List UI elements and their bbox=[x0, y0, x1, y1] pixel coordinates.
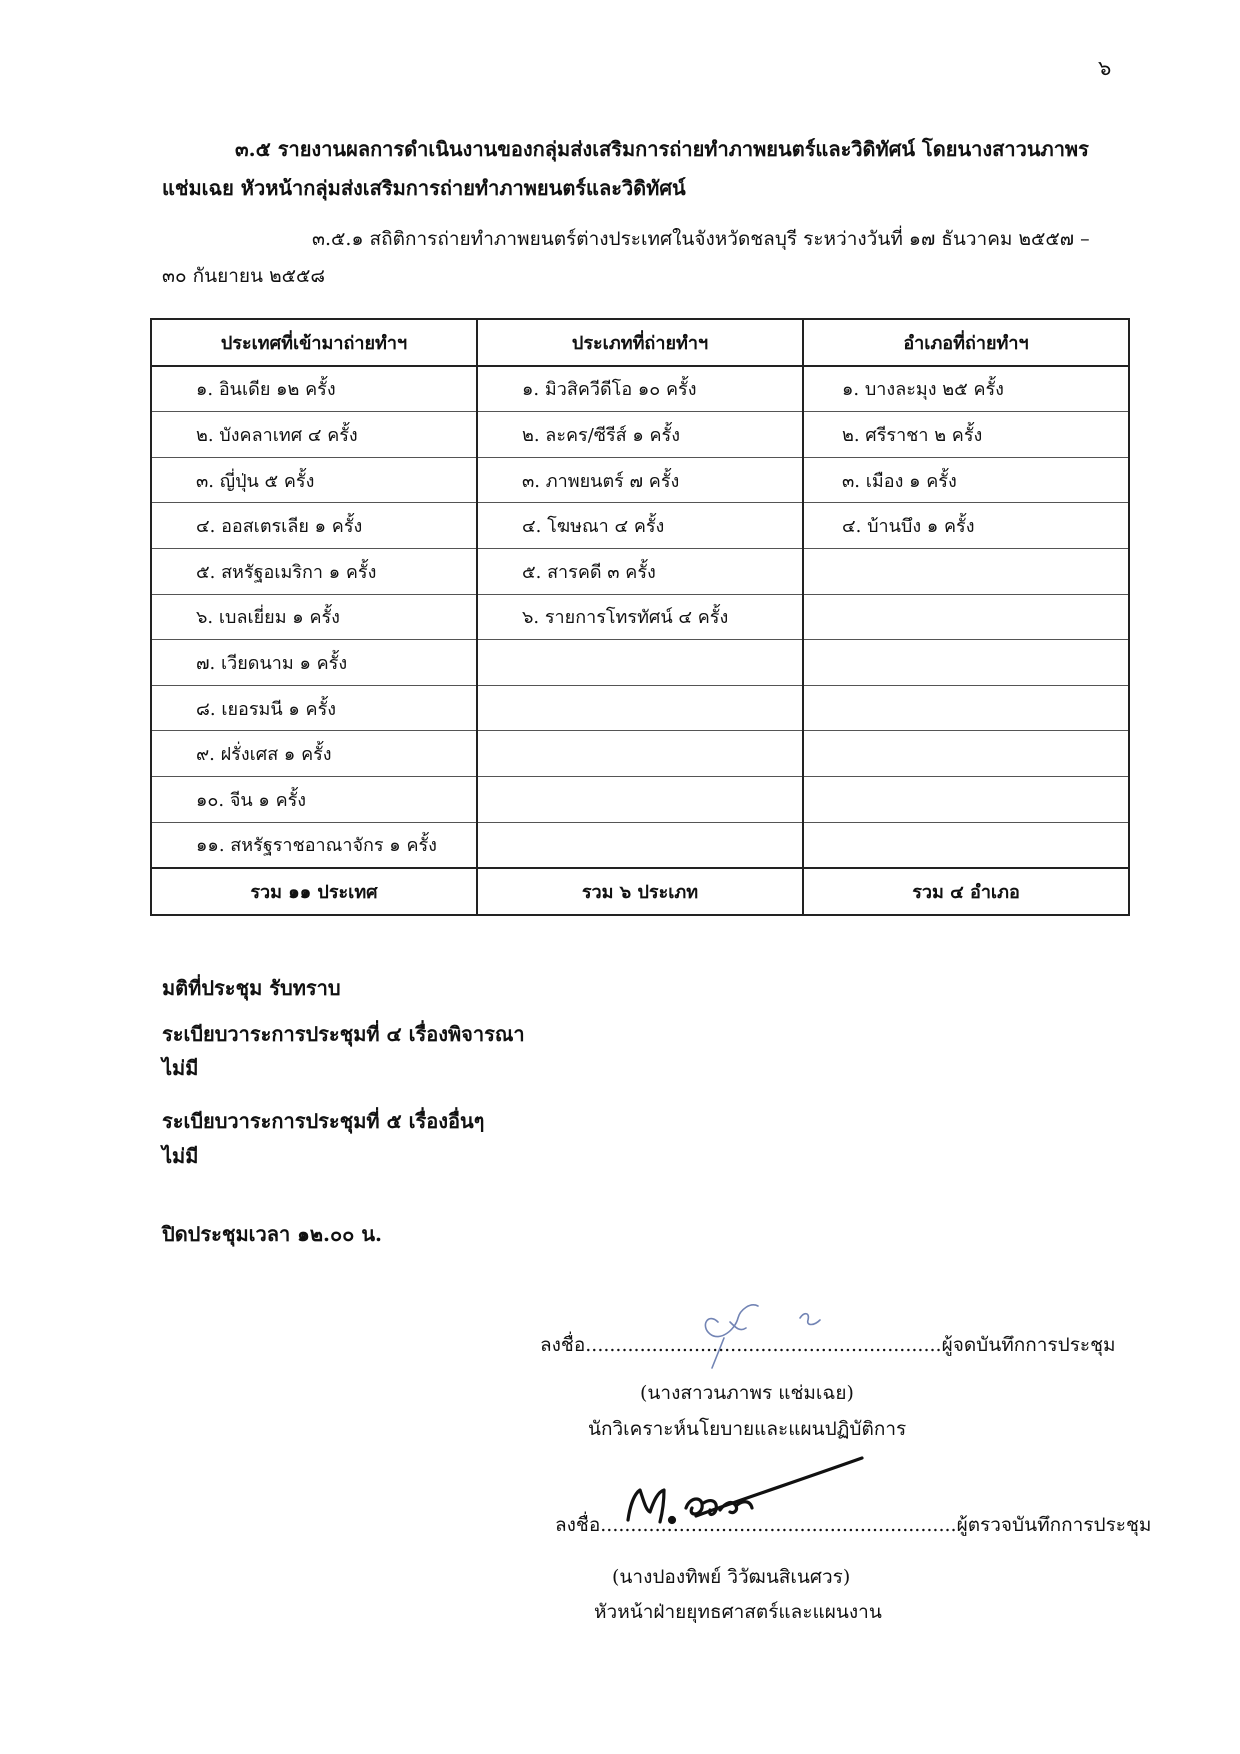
signature-1-line bbox=[540, 1330, 1116, 1360]
type-cell: ๖. รายการโทรทัศน์ ๔ ครั้ง bbox=[477, 594, 803, 640]
signer-2-name: (นางปองทิพย์ วิวัฒนสิเนศวร) bbox=[612, 1566, 851, 1588]
signer-role: ผู้จดบันทึกการประชุม bbox=[941, 1334, 1116, 1356]
closing-time: ปิดประชุมเวลา ๑๒.๐๐ น. bbox=[162, 1222, 382, 1246]
agenda-5-body: ไม่มี bbox=[162, 1144, 199, 1168]
table-row bbox=[151, 640, 1129, 686]
header-district: อำเภอที่ถ่ายทำฯ bbox=[803, 319, 1129, 366]
country-cell: ๓. ญี่ปุ่น ๕ ครั้ง bbox=[151, 457, 477, 503]
sign-label: ลงชื่อ bbox=[555, 1514, 601, 1536]
type-cell: ๑. มิวสิควีดีโอ ๑๐ ครั้ง bbox=[477, 366, 803, 412]
district-cell: ๑. บางละมุง ๒๕ ครั้ง bbox=[803, 366, 1129, 412]
agenda-4-body: ไม่มี bbox=[162, 1056, 199, 1080]
subsection-heading-line1: ๓.๕.๑ สถิติการถ่ายทำภาพยนตร์ต่างประเทศในจังหวัดชลบุรี ระหว่างวันที่ ๑๗ ธันวาคม ๒๕๕๗ – bbox=[312, 228, 1090, 250]
country-cell: ๑. อินเดีย ๑๒ ครั้ง bbox=[151, 366, 477, 412]
table-row bbox=[151, 366, 1129, 412]
signer-1-name: (นางสาวนภาพร แช่มเฉย) bbox=[640, 1382, 854, 1404]
country-cell: ๒. บังคลาเทศ ๔ ครั้ง bbox=[151, 412, 477, 458]
filming-statistics-table bbox=[150, 318, 1130, 916]
subsection-heading-line2: ๓๐ กันยายน ๒๕๕๘ bbox=[162, 265, 326, 287]
table-header-row bbox=[151, 319, 1129, 366]
district-cell bbox=[803, 594, 1129, 640]
type-cell bbox=[477, 731, 803, 777]
section-heading-line2: แช่มเฉย หัวหน้ากลุ่มส่งเสริมการถ่ายทำภาพยนตร์และวิดิทัศน์ bbox=[162, 176, 686, 200]
signer-role: ผู้ตรวจบันทึกการประชุม bbox=[956, 1514, 1152, 1536]
country-cell: ๘. เยอรมนี ๑ ครั้ง bbox=[151, 685, 477, 731]
signature-dots: ........................................................... bbox=[600, 1514, 957, 1536]
table-row bbox=[151, 594, 1129, 640]
country-cell: ๗. เวียดนาม ๑ ครั้ง bbox=[151, 640, 477, 686]
district-cell bbox=[803, 822, 1129, 868]
district-cell bbox=[803, 731, 1129, 777]
type-cell: ๕. สารคดี ๓ ครั้ง bbox=[477, 548, 803, 594]
page-number: ๖ bbox=[1098, 56, 1112, 80]
country-cell: ๖. เบลเยี่ยม ๑ ครั้ง bbox=[151, 594, 477, 640]
table-row bbox=[151, 503, 1129, 549]
type-cell bbox=[477, 776, 803, 822]
sign-label: ลงชื่อ bbox=[540, 1334, 586, 1356]
header-type: ประเภทที่ถ่ายทำฯ bbox=[477, 319, 803, 366]
type-cell: ๒. ละคร/ซีรีส์ ๑ ครั้ง bbox=[477, 412, 803, 458]
type-cell bbox=[477, 822, 803, 868]
total-types: รวม ๖ ประเภท bbox=[477, 868, 803, 915]
district-cell bbox=[803, 685, 1129, 731]
country-cell: ๑๑. สหรัฐราชอาณาจักร ๑ ครั้ง bbox=[151, 822, 477, 868]
type-cell bbox=[477, 640, 803, 686]
agenda-5-title: ระเบียบวาระการประชุมที่ ๕ เรื่องอื่นๆ bbox=[162, 1109, 485, 1133]
table-row bbox=[151, 685, 1129, 731]
meeting-resolution: มติที่ประชุม รับทราบ bbox=[162, 976, 341, 1000]
district-cell bbox=[803, 776, 1129, 822]
country-cell: ๕. สหรัฐอเมริกา ๑ ครั้ง bbox=[151, 548, 477, 594]
header-country: ประเทศที่เข้ามาถ่ายทำฯ bbox=[151, 319, 477, 366]
table-row bbox=[151, 457, 1129, 503]
country-cell: ๙. ฝรั่งเศส ๑ ครั้ง bbox=[151, 731, 477, 777]
signature-2-line bbox=[555, 1510, 1151, 1540]
signer-2-position: หัวหน้าฝ่ายยุทธศาสตร์และแผนงาน bbox=[594, 1601, 882, 1623]
district-cell: ๓. เมือง ๑ ครั้ง bbox=[803, 457, 1129, 503]
table-row bbox=[151, 776, 1129, 822]
district-cell: ๔. บ้านบึง ๑ ครั้ง bbox=[803, 503, 1129, 549]
district-cell: ๒. ศรีราชา ๒ ครั้ง bbox=[803, 412, 1129, 458]
table-row bbox=[151, 548, 1129, 594]
total-districts: รวม ๔ อำเภอ bbox=[803, 868, 1129, 915]
type-cell: ๓. ภาพยนตร์ ๗ ครั้ง bbox=[477, 457, 803, 503]
table-row bbox=[151, 731, 1129, 777]
signer-1-position: นักวิเคราะห์นโยบายและแผนปฏิบัติการ bbox=[588, 1418, 907, 1440]
table-total-row bbox=[151, 868, 1129, 915]
table-row bbox=[151, 822, 1129, 868]
district-cell bbox=[803, 640, 1129, 686]
country-cell: ๔. ออสเตรเลีย ๑ ครั้ง bbox=[151, 503, 477, 549]
total-countries: รวม ๑๑ ประเทศ bbox=[151, 868, 477, 915]
signature-dots: ........................................................... bbox=[585, 1334, 942, 1356]
type-cell: ๔. โฆษณา ๔ ครั้ง bbox=[477, 503, 803, 549]
section-heading-line1: ๓.๕ รายงานผลการดำเนินงานของกลุ่มส่งเสริมการถ่ายทำภาพยนตร์และวิดิทัศน์ โดยนางสาวนภาพร bbox=[235, 137, 1089, 161]
country-cell: ๑๐. จีน ๑ ครั้ง bbox=[151, 776, 477, 822]
district-cell bbox=[803, 548, 1129, 594]
type-cell bbox=[477, 685, 803, 731]
table-row bbox=[151, 412, 1129, 458]
agenda-4-title: ระเบียบวาระการประชุมที่ ๔ เรื่องพิจารณา bbox=[162, 1022, 525, 1046]
